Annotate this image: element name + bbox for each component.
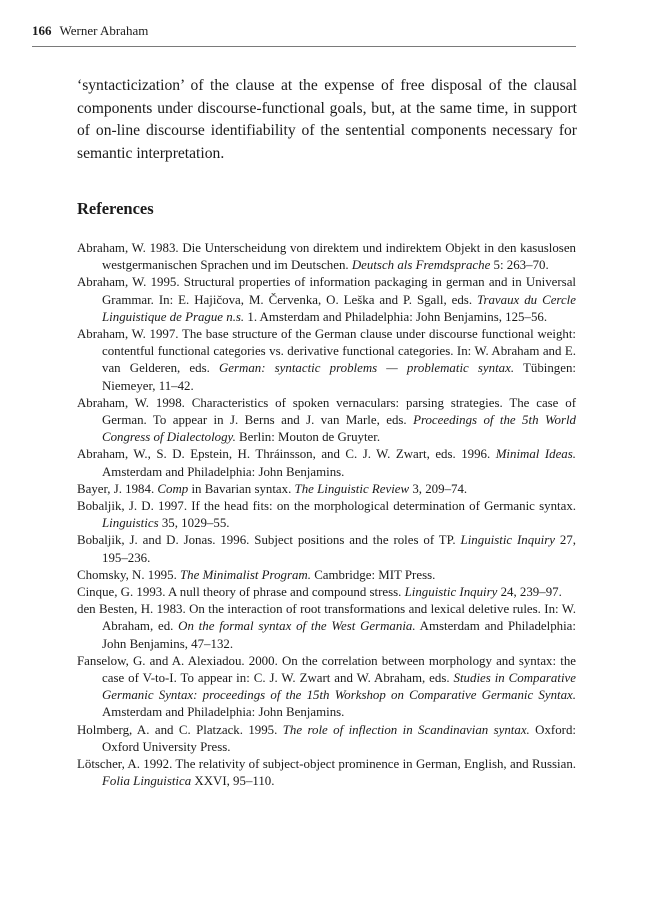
header-divider: [32, 46, 576, 47]
reference-entry: [77, 532, 576, 566]
reference-text: 24, 239–97.: [497, 585, 562, 600]
page-number: 166: [32, 23, 52, 38]
reference-text: Berlin: Mouton de Gruyter.: [235, 430, 381, 445]
running-head-author: Werner Abraham: [59, 23, 149, 38]
reference-title: The Linguistic Review: [294, 481, 410, 496]
reference-entry: [77, 498, 576, 532]
reference-text: 3, 209–74.: [409, 481, 468, 496]
reference-text: Fanselow, G. and A. Alexiadou. 2000. On the correlation between morphology and syntax: the case of V-to-I. To appear in: C. J. W. Zwart and W. Abraham, eds.: [77, 653, 576, 686]
reference-text: XXVI, 95–110.: [191, 774, 275, 789]
reference-title: Travaux du Cercle Linguistique de Prague n.s.: [102, 292, 576, 324]
reference-entry: [77, 584, 576, 601]
reference-title: Deutsch als Fremdsprache: [351, 258, 491, 273]
reference-text: 35, 1029–55.: [158, 516, 230, 531]
reference-text: Amsterdam and Philadelphia: John Benjamins, 47–132.: [102, 619, 576, 651]
reference-title: Linguistic Inquiry: [460, 533, 555, 548]
reference-entry: [77, 446, 576, 480]
reference-title: Proceedings of the 5th World Congress of Dialectology.: [102, 413, 576, 445]
reference-entry: [77, 722, 576, 756]
reference-text: Abraham, W. 1997. The base structure of the German clause under discourse functional weight: contentful functional categories vs. derivative functional categories. In: W. Abraham and E. van Gelderen, eds.: [77, 327, 576, 376]
reference-text: Bobaljik, J. D. 1997. If the head fits: on the morphological determination of Germanic syntax.: [77, 499, 576, 514]
reference-text: Holmberg, A. and C. Platzack. 1995.: [77, 722, 283, 737]
reference-text: Lötscher, A. 1992. The relativity of subject-object prominence in German, English, and Russian.: [77, 757, 576, 772]
reference-title: On the formal syntax of the West Germania.: [178, 619, 416, 634]
section-heading: References: [77, 199, 154, 218]
reference-text: Abraham, W. 1998. Characteristics of spoken vernaculars: parsing strategies. The case of German. To appear in J. Berns and J. van Marle, eds.: [77, 395, 576, 428]
reference-text: 1. Amsterdam and Philadelphia: John Benjamins, 125–56.: [244, 309, 548, 324]
reference-text: in Bavarian syntax.: [188, 481, 295, 496]
reference-entry: [77, 481, 576, 498]
reference-text: 5: 263–70.: [490, 258, 549, 273]
reference-title: Minimal Ideas.: [495, 447, 576, 462]
reference-title: Linguistic Inquiry: [404, 585, 498, 600]
reference-entry: [77, 601, 576, 653]
reference-text: Bobaljik, J. and D. Jonas. 1996. Subject positions and the roles of TP.: [77, 533, 461, 548]
reference-text: Oxford: Oxford University Press.: [102, 722, 576, 754]
reference-text: Abraham, W. 1995. Structural properties of information packaging in german and in Universal Grammar. In: E. Hajičova, M. Červenka, O. Leška and P. Sgall, eds.: [77, 275, 576, 307]
reference-text: 27, 195–236.: [102, 533, 576, 565]
reference-list: [77, 240, 576, 791]
reference-text: Cambridge: MIT Press.: [310, 567, 436, 582]
reference-text: Amsterdam and Philadelphia: John Benjamins.: [102, 705, 345, 720]
reference-title: German: syntactic problems — problematic syntax.: [218, 361, 515, 376]
reference-entry: [77, 326, 576, 395]
reference-entry: [77, 756, 576, 790]
reference-text: Abraham, W. 1983. Die Unterscheidung von direktem und indirektem Objekt in den kasuslosen westgermanischen Sprachen und im Deutschen.: [77, 241, 576, 273]
reference-text: Cinque, G. 1993. A null theory of phrase and compound stress.: [77, 585, 405, 600]
reference-entry: [77, 567, 576, 584]
reference-entry: [77, 653, 576, 722]
reference-title: Folia Linguistica: [102, 774, 192, 789]
reference-text: Bayer, J. 1984.: [77, 481, 158, 496]
reference-title: Linguistics: [102, 516, 159, 531]
body-paragraph: ‘syntacticization’ of the clause at the expense of free disposal of the clausal components under discourse-functional goals, but, at the same time, in support of on-line discourse identifiability of the sentential components necessary for semantic interpretation.: [77, 77, 577, 162]
reference-text: Amsterdam and Philadelphia: John Benjamins.: [102, 464, 345, 479]
reference-entry: [77, 395, 576, 447]
reference-entry: [77, 274, 576, 326]
reference-entry: [77, 240, 576, 274]
running-header: [32, 22, 576, 40]
reference-title: Studies in Comparative Germanic Syntax: proceedings of the 15th Workshop on Comparative Germanic Syntax.: [102, 671, 576, 703]
reference-title: Comp: [157, 481, 189, 496]
reference-text: Tübingen: Niemeyer, 11–42.: [102, 361, 576, 393]
reference-title: The Minimalist Program.: [180, 567, 311, 582]
reference-text: den Besten, H. 1983. On the interaction of root transformations and lexical deletive rules. In: W. Abraham, ed.: [77, 602, 576, 634]
reference-title: The role of inflection in Scandinavian syntax.: [282, 722, 530, 737]
reference-text: Abraham, W., S. D. Epstein, H. Thráinsson, and C. J. W. Zwart, eds. 1996.: [77, 447, 496, 462]
reference-text: Chomsky, N. 1995.: [77, 567, 181, 582]
